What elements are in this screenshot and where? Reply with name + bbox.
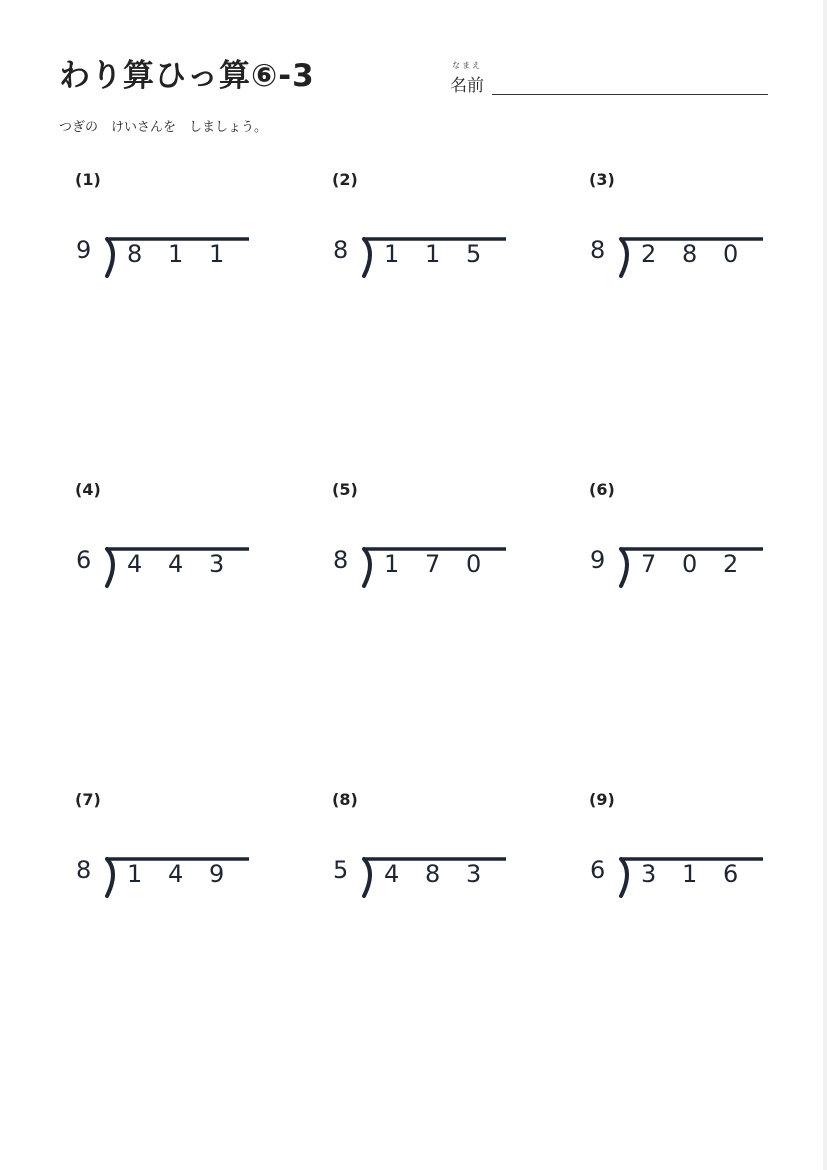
divisor: 8	[590, 236, 606, 264]
problem-number: (4)	[75, 480, 101, 499]
dividend-digit: 4	[384, 860, 400, 888]
dividend-digit: 1	[682, 860, 698, 888]
dividend-digit: 9	[209, 860, 225, 888]
dividend-digit: 3	[209, 550, 225, 578]
dividend-digit: 4	[168, 860, 184, 888]
name-field[interactable]	[450, 60, 770, 100]
divisor: 6	[76, 546, 92, 574]
dividend	[127, 240, 257, 268]
dividend-digit: 0	[466, 550, 482, 578]
dividend-digit: 0	[723, 240, 739, 268]
dividend	[127, 860, 257, 888]
dividend-digit: 3	[641, 860, 657, 888]
dividend	[384, 550, 514, 578]
problem-3	[573, 170, 773, 310]
name-ruby: なまえ	[452, 61, 482, 70]
instruction-text: つぎの けいさんを しましょう。	[59, 120, 268, 135]
divisor: 8	[333, 236, 349, 264]
dividend	[127, 550, 257, 578]
dividend-digit: 5	[466, 240, 482, 268]
problem-1	[59, 170, 259, 310]
problem-number: (6)	[589, 480, 615, 499]
problem-number: (9)	[589, 790, 615, 809]
problem-5	[316, 480, 516, 620]
dividend-digit: 1	[425, 240, 441, 268]
problem-2	[316, 170, 516, 310]
divisor: 8	[333, 546, 349, 574]
dividend-digit: 8	[127, 240, 143, 268]
dividend	[641, 550, 771, 578]
dividend-digit: 2	[641, 240, 657, 268]
divisor: 6	[590, 856, 606, 884]
dividend-digit: 1	[384, 550, 400, 578]
problem-4	[59, 480, 259, 620]
problem-8	[316, 790, 516, 930]
problem-number: (1)	[75, 170, 101, 189]
page-edge	[823, 0, 827, 1170]
dividend-digit: 1	[209, 240, 225, 268]
dividend-digit: 1	[127, 860, 143, 888]
dividend-digit: 1	[384, 240, 400, 268]
dividend-digit: 8	[682, 240, 698, 268]
dividend	[641, 860, 771, 888]
dividend-digit: 7	[641, 550, 657, 578]
dividend	[384, 240, 514, 268]
divisor: 9	[76, 236, 92, 264]
problem-9	[573, 790, 773, 930]
problem-number: (3)	[589, 170, 615, 189]
worksheet-title: わり算ひっ算⑥-3	[59, 58, 315, 94]
dividend-digit: 3	[466, 860, 482, 888]
problem-6	[573, 480, 773, 620]
dividend	[641, 240, 771, 268]
problem-number: (7)	[75, 790, 101, 809]
problem-number: (8)	[332, 790, 358, 809]
dividend-digit: 4	[168, 550, 184, 578]
dividend-digit: 2	[723, 550, 739, 578]
dividend-digit: 6	[723, 860, 739, 888]
problem-number: (5)	[332, 480, 358, 499]
divisor: 9	[590, 546, 606, 574]
dividend-digit: 1	[168, 240, 184, 268]
dividend-digit: 0	[682, 550, 698, 578]
name-label: 名前	[450, 76, 484, 96]
problem-7	[59, 790, 259, 930]
name-write-line[interactable]	[492, 94, 768, 95]
dividend-digit: 8	[425, 860, 441, 888]
dividend	[384, 860, 514, 888]
dividend-digit: 7	[425, 550, 441, 578]
divisor: 5	[333, 856, 349, 884]
problem-number: (2)	[332, 170, 358, 189]
dividend-digit: 4	[127, 550, 143, 578]
divisor: 8	[76, 856, 92, 884]
